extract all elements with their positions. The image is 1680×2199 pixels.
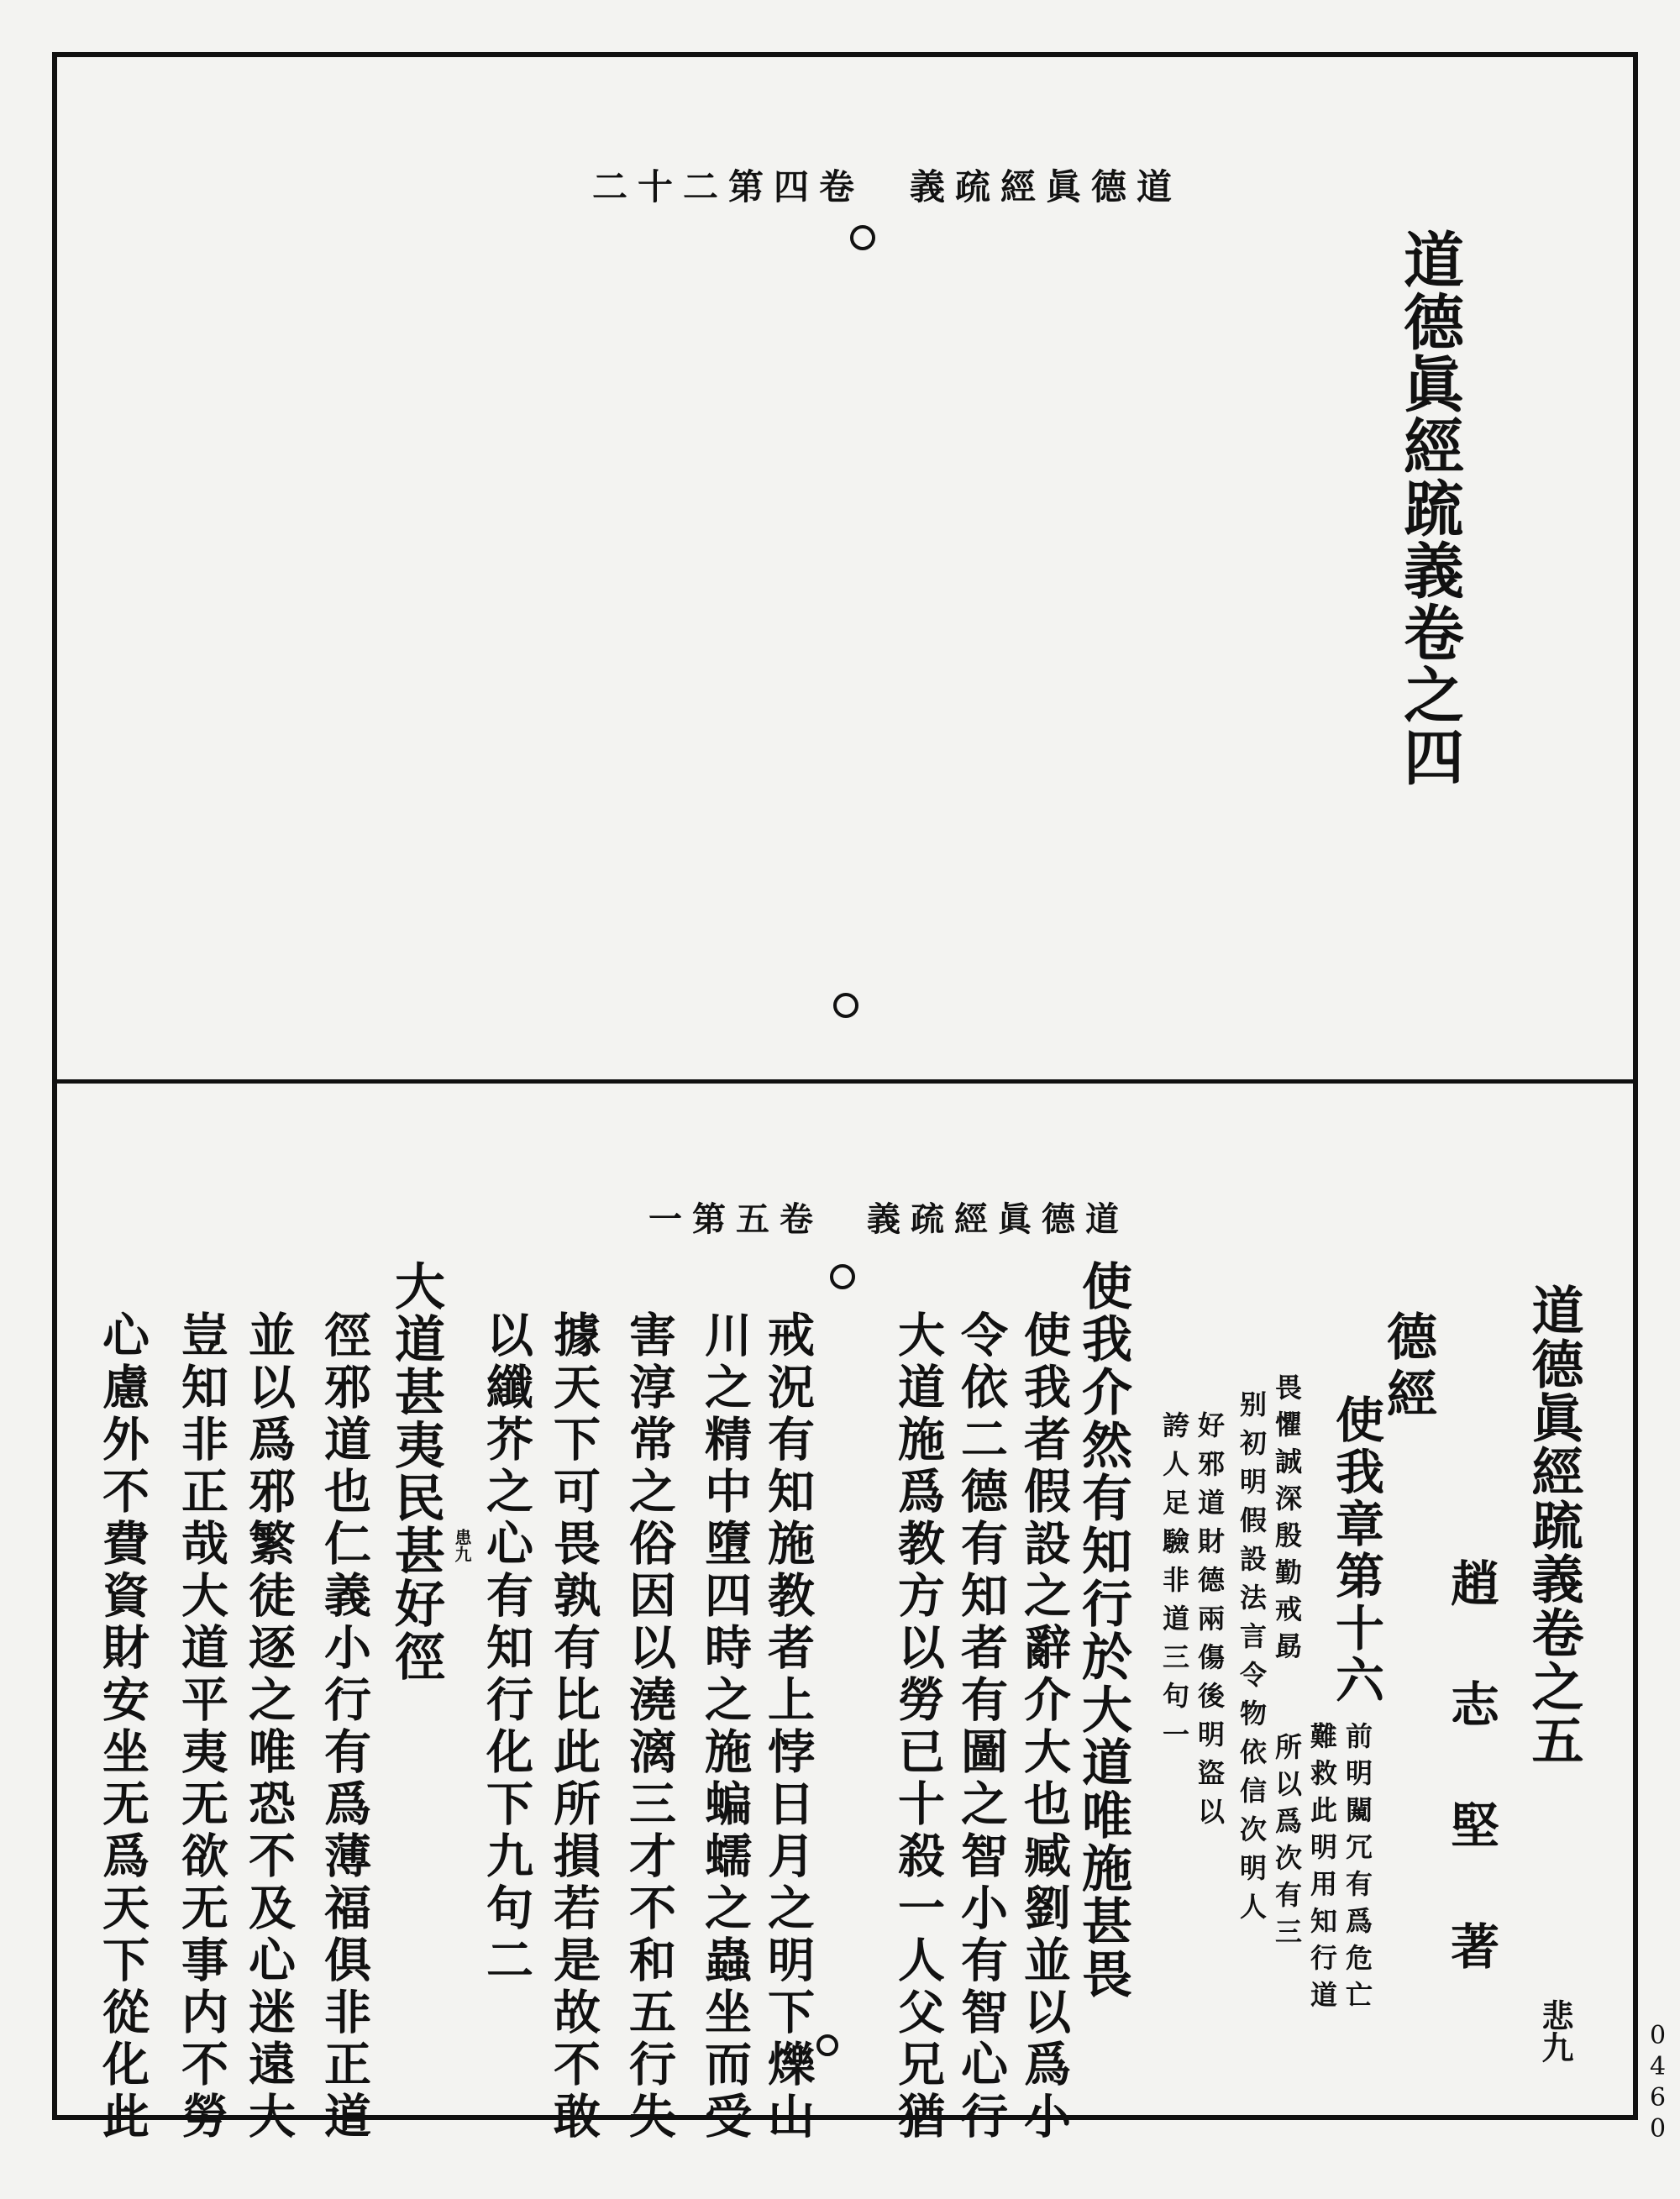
small-mark: 患九 [452,1529,472,1562]
bottom-page-title: 道德眞經䟽義卷之五 [1523,1283,1584,1767]
page-divider [52,1079,1638,1084]
commentary-column: 以纖芥之心有知行化下九句二 [479,1310,534,1987]
punch-circle-bottom [830,1264,855,1289]
commentary-column: 川之精中墮四時之施蝙蠕之蟲坐而受 [697,1310,753,2144]
bottom-page-header: 一第五卷 義疏經眞德道 [648,1199,1129,1239]
annotation-line: 所以爲次有三 [1271,1733,1303,1955]
leaf-mark: 悲九 [1536,1999,1574,2063]
main-text-column: 使我介然有知行於大道唯施甚畏 [1074,1260,1132,2001]
author-name: 趙志堅著 [1442,1558,1499,2042]
commentary-column: 戒況有知施教者上悖日月之明下爍山 [760,1310,816,2144]
main-text-column-2: 大道甚夷民甚好徑 [386,1260,445,1683]
annotation-line: 畏懼誠深殷勤戒勗 [1271,1373,1303,1669]
commentary-column: 並以爲邪繁徒逐之唯恐不及心迷遠大 [241,1310,297,2144]
commentary-column: 心慮外不費資財安坐无爲天下從化此 [95,1310,150,2144]
annotation-line: 好邪道財德兩傷後明盜以 [1194,1411,1226,1836]
commentary-column: 害淳常之俗因以澆漓三才不和五行失 [622,1310,677,2144]
top-page-header: 二十二第四卷 義疏經眞德道 [592,166,1183,207]
annotation-line: 難救此明用知行道 [1306,1722,1338,2018]
commentary-column: 豈知非正哉大道平夷无欲无事内不勞 [174,1310,229,2144]
annotation-line: 誇人足驗非道三句一 [1158,1411,1190,1759]
commentary-column: 據天下可畏孰有比此所損若是故不敢 [546,1310,601,2144]
annotation-line: 别初明假設法言令物依信次明人 [1236,1390,1268,1931]
annotation-line: 前明闚冗有爲危亡 [1341,1722,1373,2018]
commentary-column: 徑邪道也仁義小行有爲薄福俱非正道 [317,1310,372,2144]
punch-circle-mid [833,993,858,1018]
commentary-column: 大道施爲教方以勞已十殺一人父兄猶 [890,1310,946,2144]
chapter-heading: 使我章第十六 [1327,1394,1384,1707]
top-page-title: 道德眞經䟽義卷之四 [1394,228,1465,788]
punch-circle-top [850,225,875,250]
punch-circle-small [816,2034,838,2056]
margin-page-number: 0460 [1643,2021,1672,2145]
section-heading: 德經 [1378,1310,1437,1425]
commentary-column: 使我者假設之辭介大也臧劉並以爲小 [1016,1310,1072,2144]
commentary-column: 令依二德有知者有圖之智小有智心行 [953,1310,1009,2144]
